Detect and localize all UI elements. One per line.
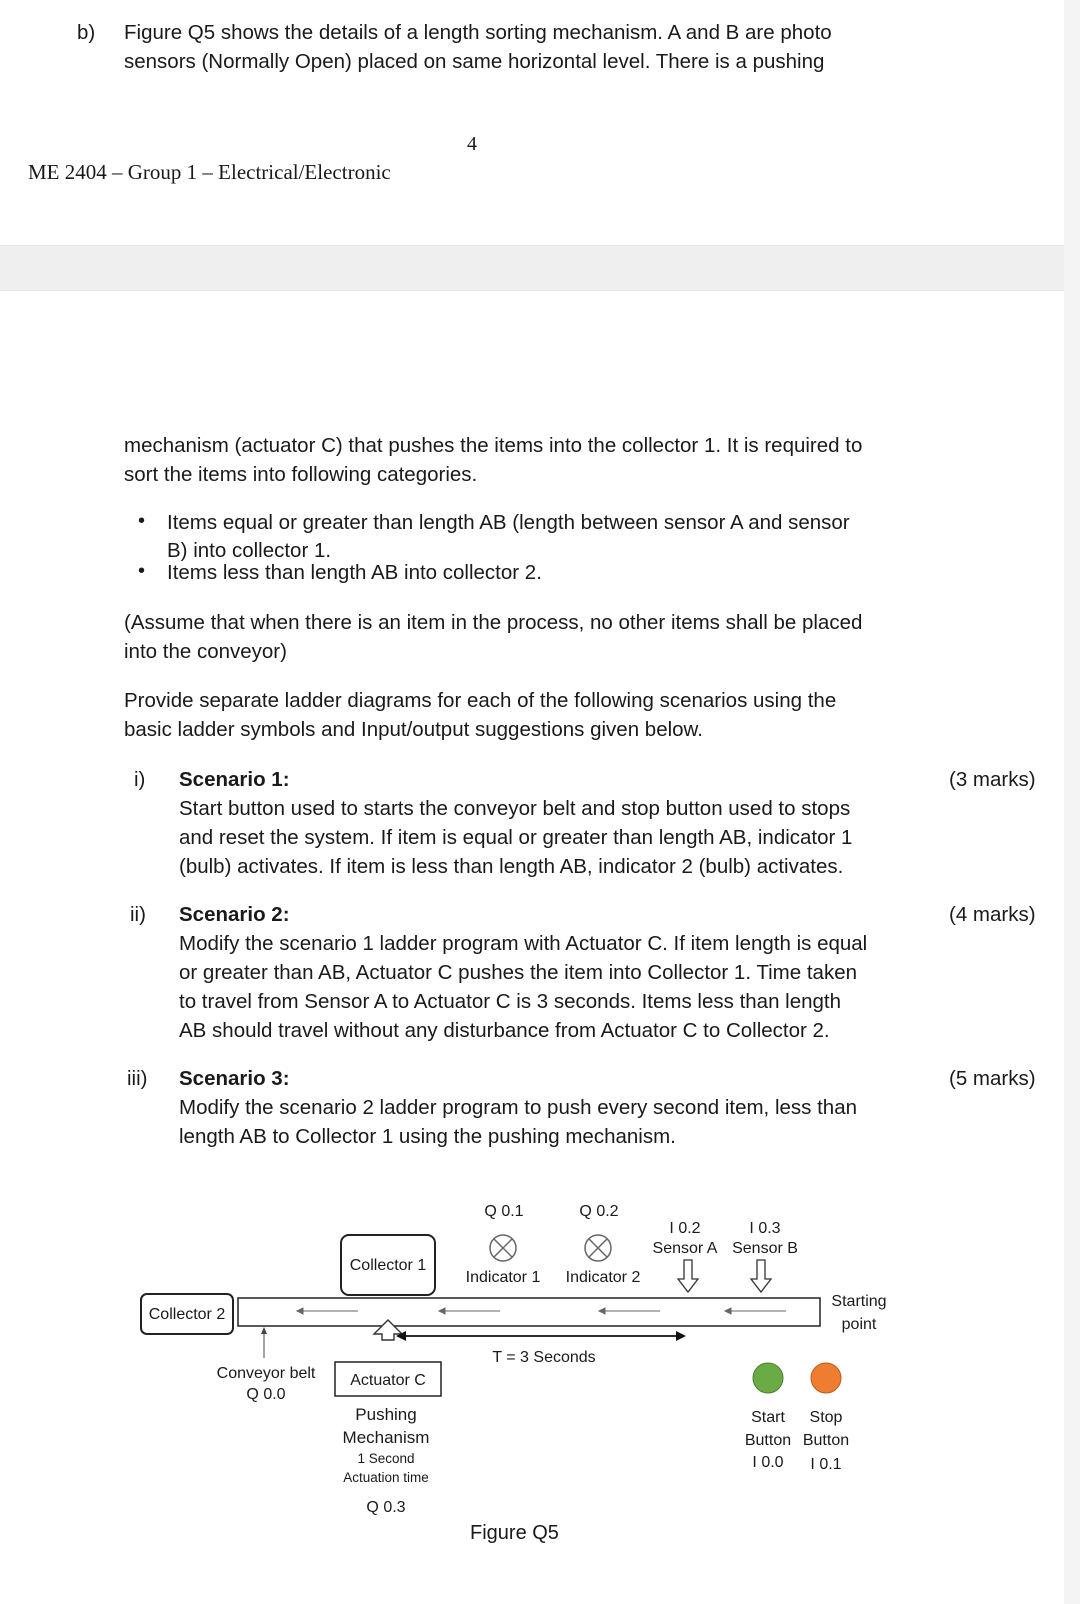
assume-line-2: into the conveyor): [124, 640, 287, 663]
course-footer: ME 2404 – Group 1 – Electrical/Electronic: [28, 160, 391, 184]
q03-label: Q 0.3: [366, 1499, 406, 1516]
i00-label: I 0.0: [752, 1454, 784, 1471]
page-number: 4: [467, 133, 477, 155]
bullet-2: Items less than length AB into collector 2.: [167, 561, 542, 584]
scenario-1-line-2: and reset the system. If item is equal or greater than length AB, indicator 1: [179, 826, 853, 849]
body-line-1: mechanism (actuator C) that pushes the items into the collector 1. It is required to: [124, 434, 863, 457]
i01-label: I 0.1: [810, 1456, 842, 1473]
stop-label: Stop: [809, 1409, 843, 1426]
conveyor-belt: [238, 1298, 820, 1326]
sensor-b-label: Sensor B: [732, 1240, 798, 1257]
body-line-2: sort the items into following categories.: [124, 463, 478, 486]
conveyor-label: Conveyor belt: [216, 1365, 316, 1382]
time-label: T = 3 Seconds: [492, 1349, 596, 1366]
part-label: b): [77, 21, 96, 44]
point-label: point: [841, 1316, 877, 1333]
start-button-icon[interactable]: [753, 1363, 783, 1393]
scenario-2-line-2: or greater than AB, Actuator C pushes the item into Collector 1. Time taken: [179, 961, 857, 984]
scenario-1-line-1: Start button used to starts the conveyor belt and stop button used to stops: [179, 797, 851, 820]
start-button-label: Button: [744, 1432, 792, 1449]
mechanism-label: Mechanism: [342, 1428, 430, 1447]
scenario-3-line-1: Modify the scenario 2 ladder program to push every second item, less than: [179, 1096, 857, 1119]
figure-q5: [0, 1180, 1064, 1560]
i02-label: I 0.2: [669, 1220, 701, 1237]
actuation-2-label: Actuation time: [343, 1470, 429, 1485]
scenario-1-numeral: i): [134, 768, 146, 791]
bullet-1-line-2: B) into collector 1.: [167, 539, 332, 562]
scenario-2-numeral: ii): [130, 903, 146, 926]
scenario-3-marks: (5 marks): [949, 1067, 1036, 1090]
figure-caption: Figure Q5: [470, 1522, 559, 1544]
q00-label: Q 0.0: [246, 1386, 286, 1403]
stop-button-icon[interactable]: [811, 1363, 841, 1393]
bullet-1-line-1: Items equal or greater than length AB (length between sensor A and sensor: [167, 511, 850, 534]
intro-line-1: Figure Q5 shows the details of a length sorting mechanism. A and B are photo: [124, 21, 832, 44]
start-label: Start: [751, 1409, 785, 1426]
provide-line-1: Provide separate ladder diagrams for each of the following scenarios using the: [124, 689, 837, 712]
scenario-2-title: Scenario 2:: [179, 903, 290, 926]
q02-label: Q 0.2: [579, 1203, 619, 1220]
indicator-1-label: Indicator 1: [465, 1269, 541, 1286]
bullet-dot: •: [138, 510, 146, 532]
page-edge: [1064, 0, 1080, 1604]
scenario-3-line-2: length AB to Collector 1 using the pushing mechanism.: [179, 1125, 676, 1148]
scenario-2-line-3: to travel from Sensor A to Actuator C is 3 seconds. Items less than length: [179, 990, 842, 1013]
actuator-label: Actuator C: [350, 1372, 426, 1389]
indicator-1-lamp-icon: [490, 1235, 516, 1261]
indicator-2-lamp-icon: [585, 1235, 611, 1261]
pushing-label: Pushing: [355, 1405, 417, 1424]
conveyor-pointer-icon: [261, 1327, 267, 1334]
sensor-b-arrow-icon: [751, 1260, 771, 1292]
scenario-2-line-1: Modify the scenario 1 ladder program with Actuator C. If item length is equal: [179, 932, 868, 955]
provide-line-2: basic ladder symbols and Input/output suggestions given below.: [124, 718, 703, 741]
scenario-1-line-3: (bulb) activates. If item is less than length AB, indicator 2 (bulb) activates.: [179, 855, 844, 878]
actuation-1-label: 1 Second: [357, 1451, 415, 1466]
scenario-2-line-4: AB should travel without any disturbance from Actuator C to Collector 2.: [179, 1019, 830, 1042]
collector-1-label: Collector 1: [349, 1257, 427, 1274]
scenario-1-marks: (3 marks): [949, 768, 1036, 791]
i03-label: I 0.3: [749, 1220, 781, 1237]
intro-line-2: sensors (Normally Open) placed on same horizontal level. There is a pushing: [124, 50, 825, 73]
scenario-2-marks: (4 marks): [949, 903, 1036, 926]
starting-label: Starting: [831, 1293, 887, 1310]
indicator-2-label: Indicator 2: [565, 1269, 641, 1286]
sensor-a-arrow-icon: [678, 1260, 698, 1292]
scenario-1-title: Scenario 1:: [179, 768, 290, 791]
bullet-dot: •: [138, 560, 146, 582]
sensor-a-label: Sensor A: [652, 1240, 718, 1257]
stop-button-label: Button: [802, 1432, 850, 1449]
q01-label: Q 0.1: [484, 1203, 524, 1220]
assume-line-1: (Assume that when there is an item in the process, no other items shall be placed: [124, 611, 863, 634]
collector-2-label: Collector 2: [148, 1306, 226, 1323]
scenario-3-numeral: iii): [127, 1067, 148, 1090]
page-break: [0, 245, 1064, 291]
scenario-3-title: Scenario 3:: [179, 1067, 290, 1090]
